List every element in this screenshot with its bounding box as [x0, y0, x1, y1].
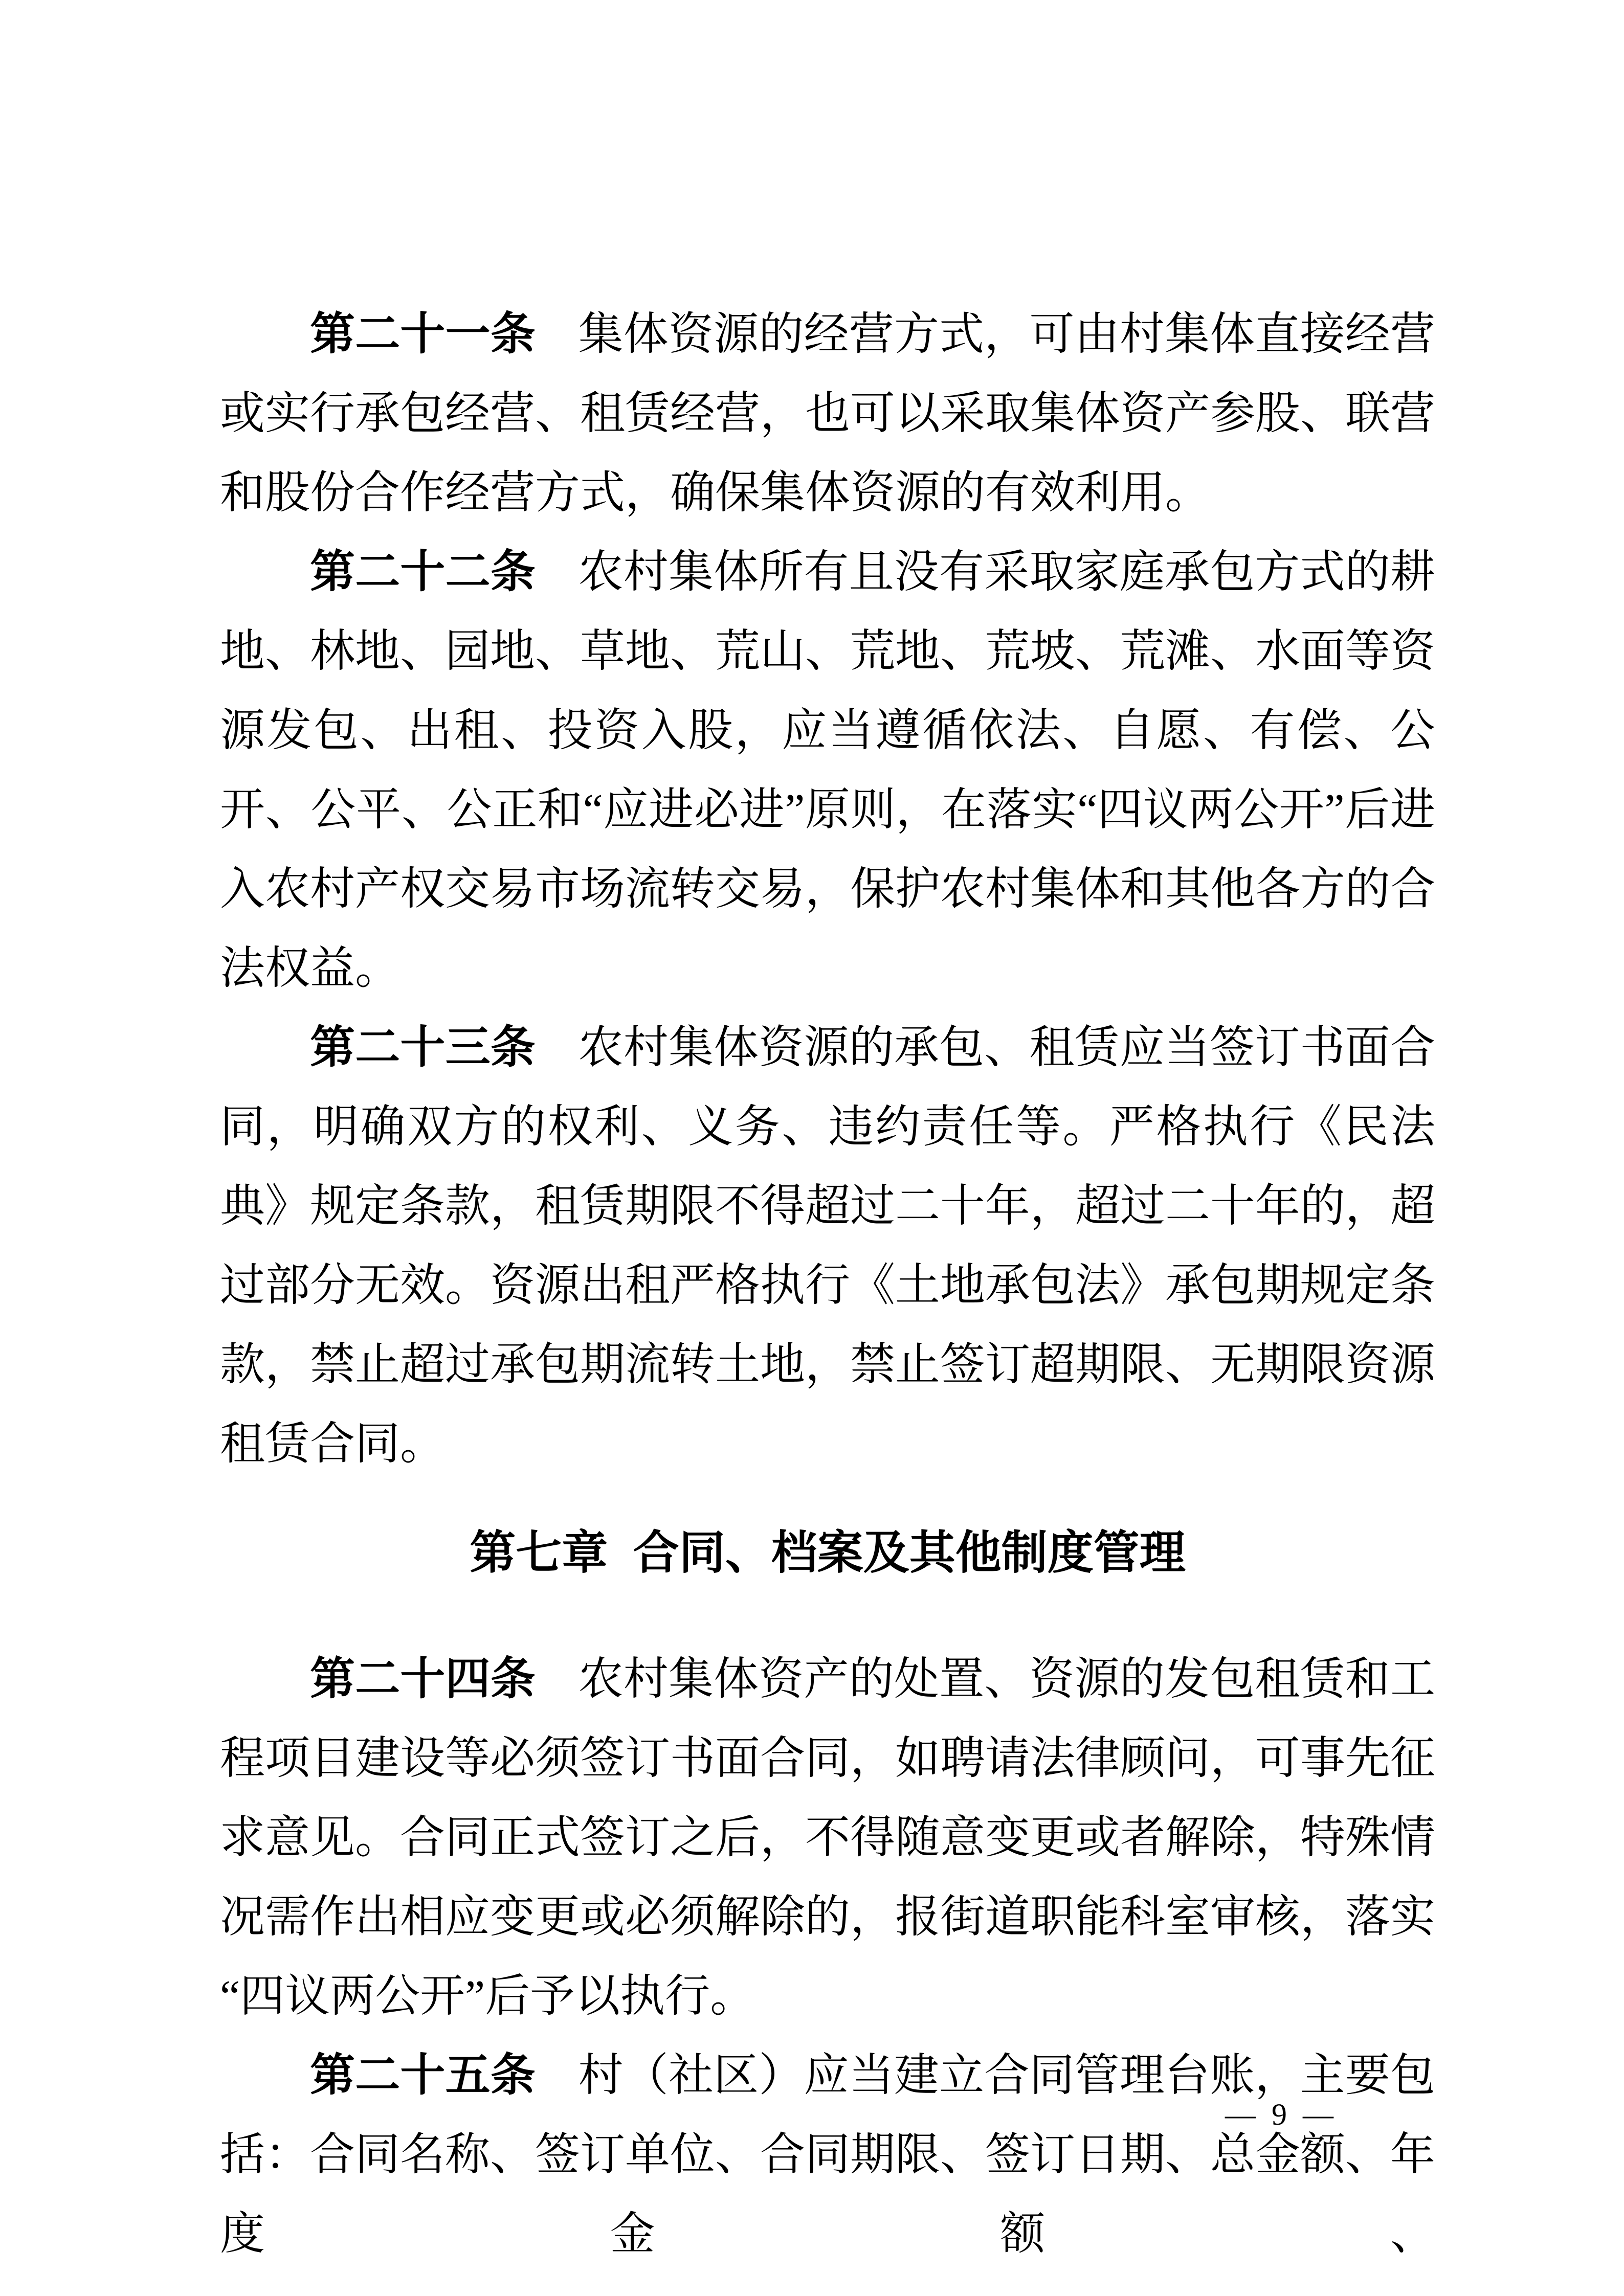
- chapter-7-heading: [220, 1512, 1435, 1594]
- article-23-text: 农村集体资源的承包、租赁应当签订书面合同，明确双方的权利、义务、违约责任等。严格执行《民法典》规定条款，租赁期限不得超过二十年，超过二十年的，超过部分无效。资源出租严格执行《土地承包法》承包期规定条款，禁止超过承包期流转土地，禁止签订超期限、无期限资源租赁合同。: [220, 1023, 1436, 1469]
- article-22-paragraph: [220, 533, 1435, 1008]
- article-23-paragraph: [220, 1008, 1435, 1484]
- article-24-paragraph: [220, 1640, 1435, 2036]
- page-number: — 9 —: [1225, 2098, 1338, 2131]
- article-23-number: 第二十三条: [310, 1023, 536, 1073]
- article-21-text: 集体资源的经营方式，可由村集体直接经营或实行承包经营、租赁经营，也可以采取集体资产参股、联营和股份合作经营方式，确保集体资源的有效利用。: [220, 310, 1436, 518]
- article-22-number: 第二十二条: [310, 548, 536, 597]
- article-25-text: 村（社区）应当建立合同管理台账，主要包括：合同名称、签订单位、合同期限、签订日期、总金额、年度金额、: [220, 2051, 1436, 2259]
- article-24-number: 第二十四条: [310, 1655, 536, 1704]
- article-21-paragraph: [220, 295, 1435, 533]
- article-25-paragraph: [220, 2036, 1435, 2274]
- chapter-7-number: 第七章: [470, 1526, 608, 1580]
- article-25-number: 第二十五条: [310, 2051, 536, 2101]
- article-22-text: 农村集体所有且没有采取家庭承包方式的耕地、林地、园地、草地、荒山、荒地、荒坡、荒滩、水面等资源发包、出租、投资入股，应当遵循依法、自愿、有偿、公开、公平、公正和“应进必进”原则，在落实“四议两公开”后进入农村产权交易市场流转交易，保护农村集体和其他各方的合法权益。: [220, 548, 1436, 994]
- article-24-text: 农村集体资产的处置、资源的发包租赁和工程项目建设等必须签订书面合同，如聘请法律顾问，可事先征求意见。合同正式签订之后，不得随意变更或者解除，特殊情况需作出相应变更或必须解除的，报街道职能科室审核，落实“四议两公开”后予以执行。: [220, 1655, 1436, 2021]
- chapter-7-title: 合同、档案及其他制度管理: [633, 1526, 1186, 1580]
- article-21-number: 第二十一条: [310, 310, 536, 359]
